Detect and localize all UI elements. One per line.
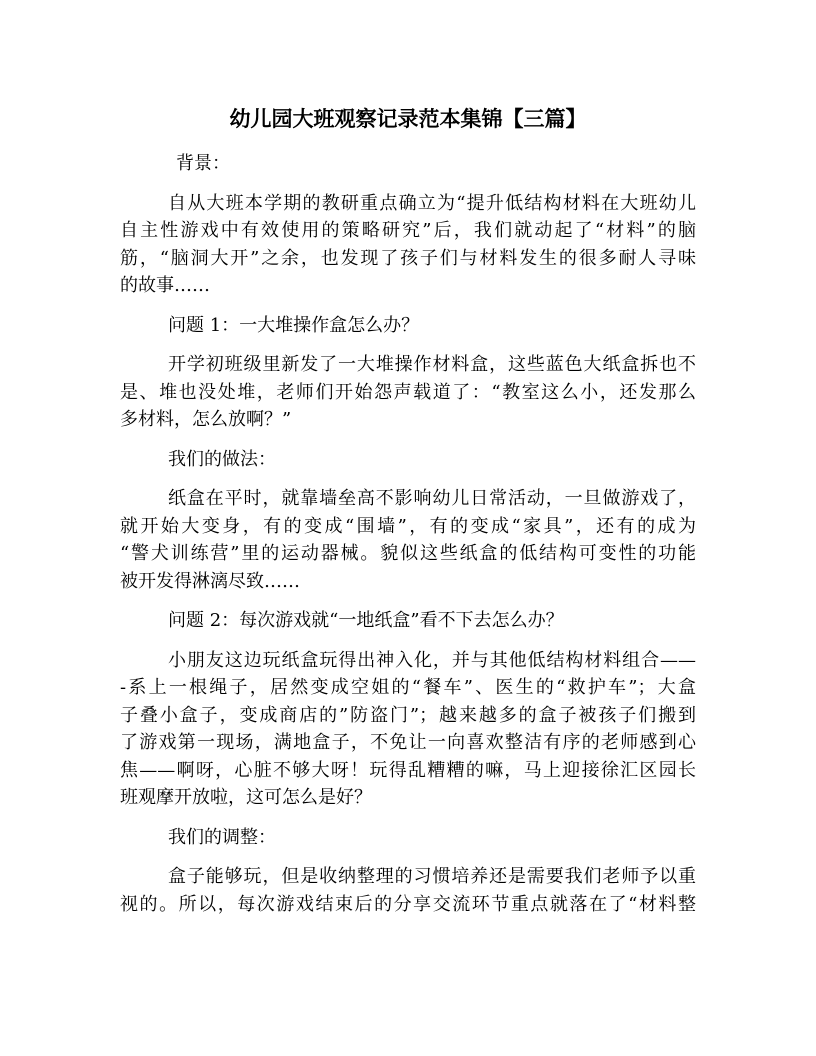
text-line: 问题 2：每次游戏就“一地纸盒”看不下去怎么办？ xyxy=(168,610,564,631)
text-line: 小朋友这边玩纸盒玩得出神入化，并与其他低结构材料组合—— xyxy=(168,649,696,671)
intro-paragraph xyxy=(120,190,696,300)
text-line: 纸盒在平时，就靠墙垒高不影响幼儿日常活动，一旦做游戏了， xyxy=(168,488,696,509)
background-label xyxy=(120,150,696,178)
adjustment-heading xyxy=(120,824,696,852)
text-line: 我们的调整： xyxy=(168,826,276,848)
document-title: 幼儿园大班观察记录范本集锦【三篇】 xyxy=(229,107,587,131)
text-line: 背景： xyxy=(176,153,230,174)
text-line: 是、堆也没处堆，老师们开始怨声载道了：“教室这么小，还发那么 xyxy=(120,381,696,403)
text-line: 就开始大变身，有的变成“围墙”，有的变成“家具”，还有的成为 xyxy=(120,515,696,537)
text-line: 的故事…… xyxy=(120,275,210,296)
text-line: 筋，“脑洞大开”之余，也发现了孩子们与材料发生的很多耐人寻味 xyxy=(120,247,696,269)
document-body xyxy=(120,150,696,930)
text-line: 了游戏第一现场，满地盒子，不免让一向喜欢整洁有序的老师感到心 xyxy=(120,732,696,753)
text-line: 问题 1：一大堆操作盒怎么办？ xyxy=(168,314,420,336)
text-line: -系上一根绳子，居然变成空姐的“餐车”、医生的“救护车”；大盒 xyxy=(120,677,696,698)
approach-heading xyxy=(120,446,696,474)
text-line: 开学初班级里新发了一大堆操作材料盒，这些蓝色大纸盒拆也不 xyxy=(168,354,696,375)
text-line: 盒子能够玩，但是收纳整理的习惯培养还是需要我们老师予以重 xyxy=(168,866,696,887)
question-2-heading xyxy=(120,607,696,635)
text-line: “警犬训练营”里的运动器械。貌似这些纸盒的低结构可变性的功能 xyxy=(120,543,696,564)
text-line: 焦——啊呀，心脏不够大呀！玩得乱糟糟的嘛，马上迎接徐汇区园长 xyxy=(120,759,696,781)
text-line: 自主性游戏中有效使用的策略研究”后，我们就动起了“材料”的脑 xyxy=(120,220,696,241)
text-line: 我们的做法： xyxy=(168,448,276,470)
problem-2-paragraph xyxy=(120,647,696,812)
text-line: 视的。所以，每次游戏结束后的分享交流环节重点就落在了“材料整 xyxy=(120,893,696,915)
text-line: 多材料，怎么放啊？” xyxy=(120,409,292,430)
text-line: 被开发得淋漓尽致…… xyxy=(120,570,300,592)
text-line: 自从大班本学期的教研重点确立为“提升低结构材料在大班幼儿 xyxy=(168,192,696,214)
problem-1-paragraph xyxy=(120,351,696,434)
question-1-heading xyxy=(120,312,696,340)
adjustment-paragraph xyxy=(120,863,696,918)
text-line: 子叠小盒子，变成商店的”防盗门”；越来越多的盒子被孩子们搬到 xyxy=(120,704,696,726)
text-line: 班观摩开放啦，这可怎么是好？ xyxy=(120,787,372,808)
approach-paragraph xyxy=(120,485,696,595)
